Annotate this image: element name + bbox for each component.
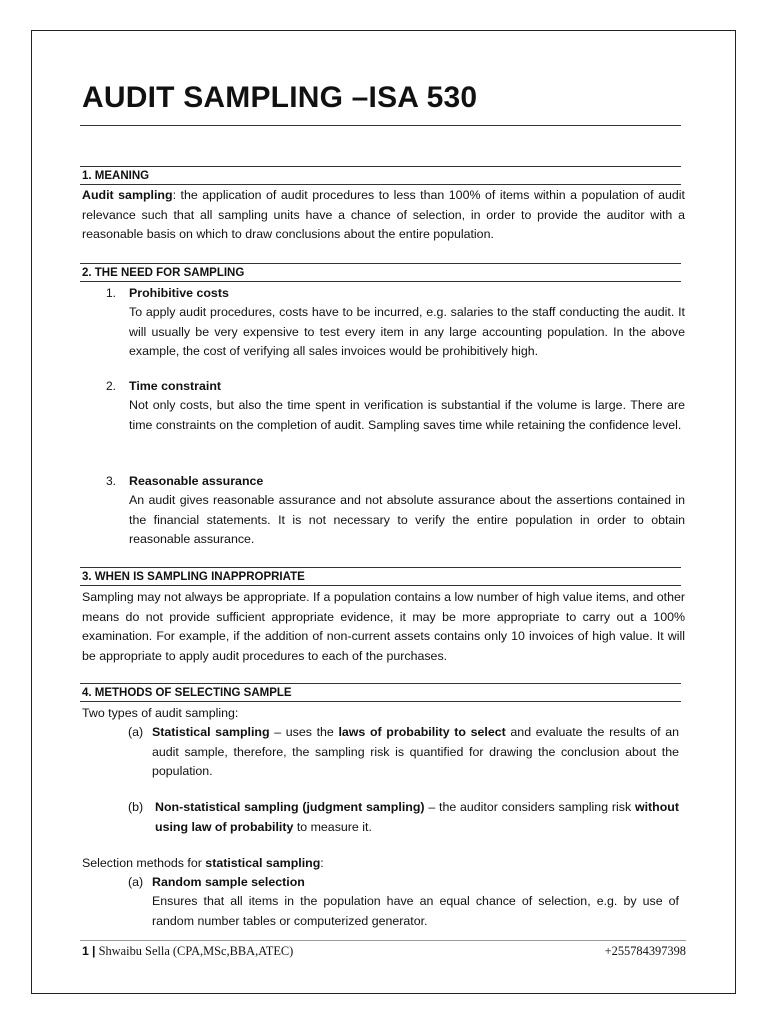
selection-prefix: Selection methods for [82, 856, 206, 870]
need-item-number: 1. [106, 286, 117, 300]
section-heading-methods: 4. METHODS OF SELECTING SAMPLE [80, 683, 681, 702]
need-item-text: Not only costs, but also the time spent in verification is substantial if the volume is large. There are time constraints on the completion of audit. Sampling saves time while retaining the confidence level. [129, 398, 685, 432]
selection-a-title: Random sample selection [152, 875, 305, 889]
section-heading-meaning: 1. MEANING [80, 166, 681, 185]
need-item-text: An audit gives reasonable assurance and not absolute assurance about the assertions contained in the financial statements. It is not necessary to verify the entire population in order to obtain reasonable assurance. [129, 493, 685, 546]
method-a-text [152, 723, 679, 782]
method-b-text [155, 798, 679, 837]
selection-suffix: : [320, 856, 324, 870]
inappropriate-paragraph: Sampling may not always be appropriate. If a population contains a low number of high value items, and other means do not provide sufficient appropriate evidence, it may be more appropriate to carry out a 100% examination. For example, if the addition of non-current assets contains only 10 invoices of high value. It will be appropriate to apply audit procedures to each of the purchases. [82, 590, 685, 663]
method-b-rest: to measure it. [293, 819, 372, 834]
footer-separator: | [92, 944, 96, 958]
need-item-title: Time constraint [129, 379, 222, 393]
method-b-label: (b) [128, 800, 144, 814]
selection-bold: statistical sampling [205, 856, 321, 870]
method-a-rest: and evaluate the results of an audit sample, therefore, the sampling risk is quantified for drawing the conclusion about the population. [152, 725, 679, 778]
selection-a-text: Ensures that all items in the population have an equal chance of selection, e.g. by use of random number tables or computerized generator. [152, 894, 679, 928]
need-item-title: Prohibitive costs [129, 286, 229, 300]
section-heading-need: 2. THE NEED FOR SAMPLING [80, 263, 681, 282]
footer-author: Shwaibu Sella (CPA,MSc,BBA,ATEC) [98, 944, 294, 958]
meaning-paragraph [82, 186, 685, 245]
page-number: 1 [82, 944, 89, 958]
footer-phone: +255784397398 [604, 944, 686, 958]
title-divider [80, 125, 681, 126]
methods-intro: Two types of audit sampling: [82, 706, 239, 720]
method-a-mid: – uses the [269, 725, 339, 739]
meaning-definition: : the application of audit procedures to less than 100% of items within a population of audit relevance such that all sampling units have a chance of selection, in order to provide the auditor with a reasonable basis on which to draw conclusions about the entire population. [82, 188, 685, 241]
need-item-title: Reasonable assurance [129, 474, 264, 488]
need-item-number: 3. [106, 474, 117, 488]
footer-left [82, 944, 293, 959]
need-item-text: To apply audit procedures, costs have to be incurred, e.g. salaries to the staff conducting the audit. It will usually be very expensive to test every item in any large accounting population. In the above example, the cost of verifying all sales invoices would be prohibitively high. [129, 305, 685, 358]
page-title: AUDIT SAMPLING –ISA 530 [82, 81, 478, 114]
method-a-bold: laws of probability to select [338, 725, 506, 739]
method-b-term: Non-statistical sampling (judgment sampling) [155, 800, 425, 814]
method-b-bold: without using law of probability [155, 800, 679, 834]
footer-divider [80, 940, 686, 941]
selection-intro [82, 854, 324, 874]
method-b-mid: – the auditor considers sampling risk [424, 800, 635, 814]
method-a-label: (a) [128, 725, 144, 739]
method-a-term: Statistical sampling [152, 725, 270, 739]
meaning-term: Audit sampling [82, 188, 173, 202]
need-item-number: 2. [106, 379, 117, 393]
section-heading-inappropriate: 3. WHEN IS SAMPLING INAPPROPRIATE [80, 567, 681, 586]
selection-a-label: (a) [128, 875, 144, 889]
